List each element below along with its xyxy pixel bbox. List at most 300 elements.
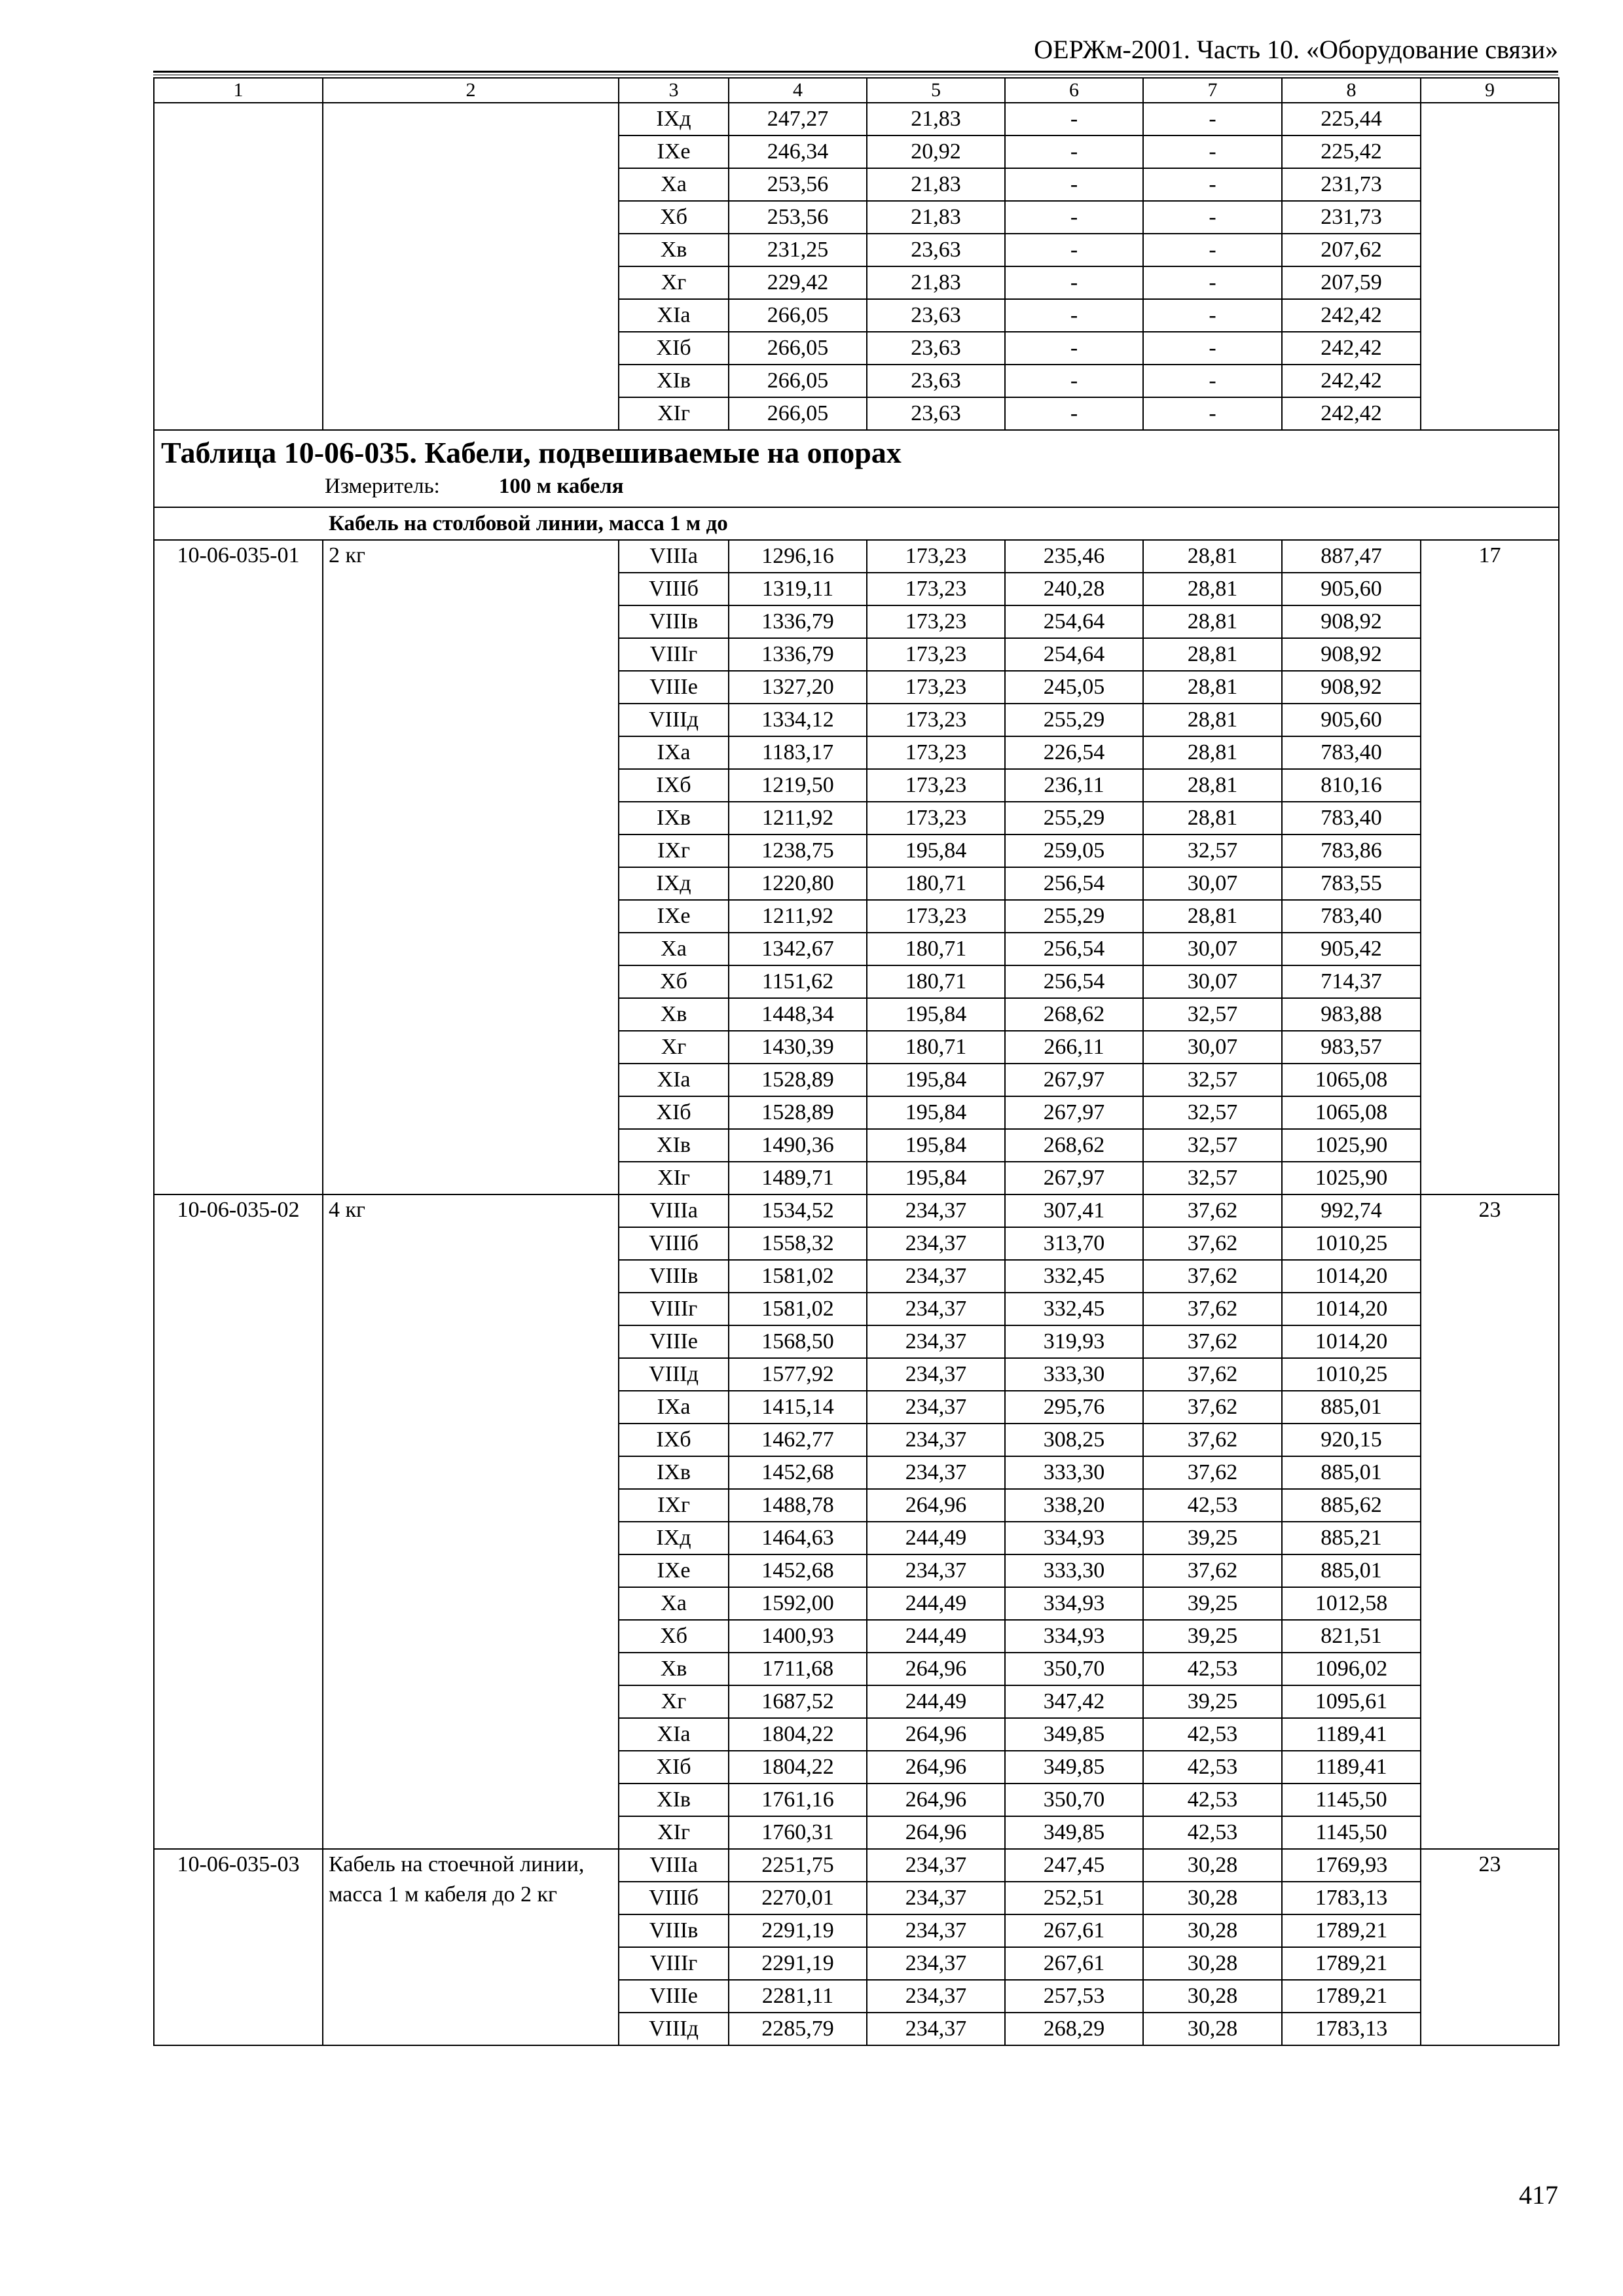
rate-code: 10-06-035-03: [154, 1849, 323, 2045]
machinist-wages: -: [1143, 332, 1282, 365]
labor-wages: 21,83: [867, 168, 1005, 201]
direct-costs: 1711,68: [729, 1653, 867, 1685]
direct-costs: 253,56: [729, 201, 867, 234]
table-row: [154, 540, 1559, 573]
machinist-wages: 42,53: [1143, 1816, 1282, 1849]
zone-code: VIIIд: [619, 704, 729, 736]
material-costs: 783,40: [1282, 802, 1421, 834]
machinist-wages: 37,62: [1143, 1424, 1282, 1456]
machine-costs: 256,54: [1005, 867, 1143, 900]
zone-code: VIIIб: [619, 573, 729, 605]
labor-wages: 264,96: [867, 1489, 1005, 1522]
direct-costs: 1558,32: [729, 1227, 867, 1260]
direct-costs: 1211,92: [729, 900, 867, 933]
zone-code: IXд: [619, 867, 729, 900]
labor-wages: 173,23: [867, 573, 1005, 605]
norm-value: 23: [1421, 1849, 1559, 2045]
zone-code: VIIIб: [619, 1882, 729, 1914]
direct-costs: 1488,78: [729, 1489, 867, 1522]
labor-wages: 23,63: [867, 332, 1005, 365]
rate-description: Кабель на стоечной линии, масса 1 м кабеля до 2 кг: [323, 1849, 619, 2045]
machine-costs: 319,93: [1005, 1325, 1143, 1358]
direct-costs: 2270,01: [729, 1882, 867, 1914]
machine-costs: 333,30: [1005, 1554, 1143, 1587]
material-costs: 920,15: [1282, 1424, 1421, 1456]
labor-wages: 21,83: [867, 201, 1005, 234]
machine-costs: 226,54: [1005, 736, 1143, 769]
zone-code: Xг: [619, 1031, 729, 1064]
machinist-wages: 28,81: [1143, 540, 1282, 573]
material-costs: 1189,41: [1282, 1751, 1421, 1784]
machine-costs: 295,76: [1005, 1391, 1143, 1424]
zone-code: VIIIа: [619, 1849, 729, 1882]
machine-costs: 268,29: [1005, 2013, 1143, 2045]
rate-code: 10-06-035-01: [154, 540, 323, 1194]
direct-costs: 266,05: [729, 397, 867, 430]
material-costs: 783,55: [1282, 867, 1421, 900]
direct-costs: 1687,52: [729, 1685, 867, 1718]
direct-costs: 1534,52: [729, 1194, 867, 1227]
material-costs: 1145,50: [1282, 1784, 1421, 1816]
labor-wages: 21,83: [867, 266, 1005, 299]
machine-costs: 267,97: [1005, 1064, 1143, 1096]
labor-wages: 234,37: [867, 1293, 1005, 1325]
zone-code: Xа: [619, 1587, 729, 1620]
machinist-wages: 30,28: [1143, 1849, 1282, 1882]
direct-costs: 2281,11: [729, 1980, 867, 2013]
machine-costs: 307,41: [1005, 1194, 1143, 1227]
zone-code: XIа: [619, 1718, 729, 1751]
machinist-wages: -: [1143, 397, 1282, 430]
machinist-wages: 42,53: [1143, 1653, 1282, 1685]
machinist-wages: 39,25: [1143, 1620, 1282, 1653]
direct-costs: 1296,16: [729, 540, 867, 573]
labor-wages: 244,49: [867, 1522, 1005, 1554]
material-costs: 905,60: [1282, 704, 1421, 736]
machinist-wages: 28,81: [1143, 638, 1282, 671]
direct-costs: 1452,68: [729, 1456, 867, 1489]
zone-code: IXд: [619, 103, 729, 135]
labor-wages: 173,23: [867, 769, 1005, 802]
rate-description: 2 кг: [323, 540, 619, 1194]
machinist-wages: 42,53: [1143, 1751, 1282, 1784]
machinist-wages: 32,57: [1143, 1129, 1282, 1162]
labor-wages: 244,49: [867, 1620, 1005, 1653]
labor-wages: 234,37: [867, 1194, 1005, 1227]
section-title: Кабель на столбовой линии, масса 1 м до: [154, 507, 1559, 540]
machine-costs: 268,62: [1005, 998, 1143, 1031]
machine-costs: -: [1005, 201, 1143, 234]
machine-costs: 333,30: [1005, 1456, 1143, 1489]
machinist-wages: 28,81: [1143, 736, 1282, 769]
material-costs: 905,60: [1282, 573, 1421, 605]
machinist-wages: 37,62: [1143, 1554, 1282, 1587]
machinist-wages: 32,57: [1143, 998, 1282, 1031]
machine-costs: 255,29: [1005, 900, 1143, 933]
material-costs: 1014,20: [1282, 1293, 1421, 1325]
machinist-wages: 37,62: [1143, 1194, 1282, 1227]
zone-code: XIв: [619, 1129, 729, 1162]
zone-code: Xа: [619, 933, 729, 965]
material-costs: 242,42: [1282, 332, 1421, 365]
direct-costs: 1448,34: [729, 998, 867, 1031]
labor-wages: 20,92: [867, 135, 1005, 168]
machine-costs: 240,28: [1005, 573, 1143, 605]
zone-code: Xв: [619, 998, 729, 1031]
zone-code: Xг: [619, 266, 729, 299]
direct-costs: 1342,67: [729, 933, 867, 965]
material-costs: 885,21: [1282, 1522, 1421, 1554]
machine-costs: 268,62: [1005, 1129, 1143, 1162]
material-costs: 231,73: [1282, 168, 1421, 201]
zone-code: VIIIб: [619, 1227, 729, 1260]
labor-wages: 264,96: [867, 1653, 1005, 1685]
machine-costs: -: [1005, 168, 1143, 201]
zone-code: VIIIд: [619, 1358, 729, 1391]
material-costs: 1789,21: [1282, 1914, 1421, 1947]
rate-code-cell: [154, 103, 323, 430]
machinist-wages: 28,81: [1143, 671, 1282, 704]
zone-code: IXе: [619, 1554, 729, 1587]
zone-code: XIб: [619, 1096, 729, 1129]
zone-code: IXа: [619, 1391, 729, 1424]
zone-code: VIIIв: [619, 1260, 729, 1293]
material-costs: 1189,41: [1282, 1718, 1421, 1751]
machinist-wages: 30,28: [1143, 1980, 1282, 2013]
machine-costs: 350,70: [1005, 1784, 1143, 1816]
direct-costs: 2251,75: [729, 1849, 867, 1882]
direct-costs: 1334,12: [729, 704, 867, 736]
column-number: 7: [1143, 78, 1282, 103]
machine-costs: 252,51: [1005, 1882, 1143, 1914]
column-number-row: [154, 78, 1559, 103]
labor-wages: 173,23: [867, 605, 1005, 638]
machine-costs: -: [1005, 135, 1143, 168]
machinist-wages: -: [1143, 365, 1282, 397]
machine-costs: 332,45: [1005, 1293, 1143, 1325]
machinist-wages: 32,57: [1143, 1064, 1282, 1096]
material-costs: 821,51: [1282, 1620, 1421, 1653]
machine-costs: 308,25: [1005, 1424, 1143, 1456]
labor-wages: 234,37: [867, 1391, 1005, 1424]
price-table: [153, 77, 1559, 2046]
machinist-wages: 30,28: [1143, 2013, 1282, 2045]
direct-costs: 231,25: [729, 234, 867, 266]
material-costs: 908,92: [1282, 605, 1421, 638]
direct-costs: 1528,89: [729, 1096, 867, 1129]
material-costs: 231,73: [1282, 201, 1421, 234]
zone-code: IXв: [619, 1456, 729, 1489]
description-cell: [323, 103, 619, 430]
direct-costs: 1568,50: [729, 1325, 867, 1358]
machine-costs: 350,70: [1005, 1653, 1143, 1685]
zone-code: VIIIа: [619, 1194, 729, 1227]
labor-wages: 234,37: [867, 1260, 1005, 1293]
norm-cell: [1421, 103, 1559, 430]
machine-costs: 255,29: [1005, 704, 1143, 736]
machinist-wages: 37,62: [1143, 1227, 1282, 1260]
labor-wages: 264,96: [867, 1784, 1005, 1816]
column-number: 3: [619, 78, 729, 103]
machinist-wages: 28,81: [1143, 802, 1282, 834]
header-rule: [153, 71, 1558, 73]
direct-costs: 1220,80: [729, 867, 867, 900]
zone-code: XIв: [619, 365, 729, 397]
direct-costs: 1462,77: [729, 1424, 867, 1456]
machinist-wages: 30,28: [1143, 1947, 1282, 1980]
material-costs: 1065,08: [1282, 1064, 1421, 1096]
labor-wages: 195,84: [867, 1162, 1005, 1194]
zone-code: IXа: [619, 736, 729, 769]
machine-costs: -: [1005, 266, 1143, 299]
material-costs: 714,37: [1282, 965, 1421, 998]
machinist-wages: -: [1143, 135, 1282, 168]
machinist-wages: 28,81: [1143, 605, 1282, 638]
material-costs: 1145,50: [1282, 1816, 1421, 1849]
labor-wages: 264,96: [867, 1816, 1005, 1849]
machinist-wages: -: [1143, 103, 1282, 135]
section-row: [154, 507, 1559, 540]
zone-code: VIIIг: [619, 1947, 729, 1980]
zone-code: XIа: [619, 1064, 729, 1096]
zone-code: VIIIе: [619, 671, 729, 704]
machine-costs: 266,11: [1005, 1031, 1143, 1064]
labor-wages: 23,63: [867, 397, 1005, 430]
labor-wages: 234,37: [867, 2013, 1005, 2045]
direct-costs: 2291,19: [729, 1914, 867, 1947]
direct-costs: 1336,79: [729, 638, 867, 671]
direct-costs: 1464,63: [729, 1522, 867, 1554]
machine-costs: 349,85: [1005, 1751, 1143, 1784]
machine-costs: 347,42: [1005, 1685, 1143, 1718]
material-costs: 1025,90: [1282, 1129, 1421, 1162]
zone-code: VIIIв: [619, 1914, 729, 1947]
column-number: 4: [729, 78, 867, 103]
machinist-wages: 32,57: [1143, 1162, 1282, 1194]
direct-costs: 1400,93: [729, 1620, 867, 1653]
material-costs: 1096,02: [1282, 1653, 1421, 1685]
machinist-wages: 37,62: [1143, 1456, 1282, 1489]
labor-wages: 195,84: [867, 834, 1005, 867]
labor-wages: 234,37: [867, 1456, 1005, 1489]
labor-wages: 195,84: [867, 1129, 1005, 1162]
zone-code: IXб: [619, 1424, 729, 1456]
machine-costs: 255,29: [1005, 802, 1143, 834]
zone-code: Xб: [619, 1620, 729, 1653]
column-number: 1: [154, 78, 323, 103]
material-costs: 1783,13: [1282, 2013, 1421, 2045]
page-header: ОЕРЖм-2001. Часть 10. «Оборудование связи»: [1034, 35, 1558, 64]
machinist-wages: 37,62: [1143, 1293, 1282, 1325]
machinist-wages: -: [1143, 234, 1282, 266]
machinist-wages: 28,81: [1143, 573, 1282, 605]
direct-costs: 1490,36: [729, 1129, 867, 1162]
labor-wages: 180,71: [867, 867, 1005, 900]
machinist-wages: 37,62: [1143, 1260, 1282, 1293]
machine-costs: 247,45: [1005, 1849, 1143, 1882]
material-costs: 983,88: [1282, 998, 1421, 1031]
labor-wages: 23,63: [867, 234, 1005, 266]
material-costs: 207,59: [1282, 266, 1421, 299]
machinist-wages: 42,53: [1143, 1718, 1282, 1751]
zone-code: Xб: [619, 965, 729, 998]
direct-costs: 2285,79: [729, 2013, 867, 2045]
norm-value: 23: [1421, 1194, 1559, 1849]
zone-code: Xг: [619, 1685, 729, 1718]
direct-costs: 1336,79: [729, 605, 867, 638]
labor-wages: 173,23: [867, 802, 1005, 834]
labor-wages: 180,71: [867, 933, 1005, 965]
direct-costs: 1760,31: [729, 1816, 867, 1849]
machine-costs: 259,05: [1005, 834, 1143, 867]
labor-wages: 173,23: [867, 540, 1005, 573]
zone-code: XIа: [619, 299, 729, 332]
direct-costs: 1452,68: [729, 1554, 867, 1587]
labor-wages: 173,23: [867, 704, 1005, 736]
machinist-wages: 28,81: [1143, 769, 1282, 802]
material-costs: 908,92: [1282, 638, 1421, 671]
rate-code: 10-06-035-02: [154, 1194, 323, 1849]
material-costs: 1010,25: [1282, 1227, 1421, 1260]
direct-costs: 1415,14: [729, 1391, 867, 1424]
zone-code: IXе: [619, 900, 729, 933]
labor-wages: 264,96: [867, 1718, 1005, 1751]
material-costs: 885,62: [1282, 1489, 1421, 1522]
machine-costs: 267,97: [1005, 1162, 1143, 1194]
zone-code: XIг: [619, 1162, 729, 1194]
machine-costs: 235,46: [1005, 540, 1143, 573]
machine-costs: 313,70: [1005, 1227, 1143, 1260]
labor-wages: 195,84: [867, 1064, 1005, 1096]
direct-costs: 1219,50: [729, 769, 867, 802]
labor-wages: 234,37: [867, 1849, 1005, 1882]
material-costs: 1014,20: [1282, 1260, 1421, 1293]
material-costs: 783,40: [1282, 900, 1421, 933]
material-costs: 905,42: [1282, 933, 1421, 965]
direct-costs: 1592,00: [729, 1587, 867, 1620]
direct-costs: 1238,75: [729, 834, 867, 867]
direct-costs: 266,05: [729, 332, 867, 365]
zone-code: VIIIд: [619, 2013, 729, 2045]
material-costs: 225,44: [1282, 103, 1421, 135]
labor-wages: 23,63: [867, 299, 1005, 332]
material-costs: 1014,20: [1282, 1325, 1421, 1358]
machinist-wages: 30,07: [1143, 965, 1282, 998]
labor-wages: 244,49: [867, 1685, 1005, 1718]
zone-code: IXб: [619, 769, 729, 802]
zone-code: Xв: [619, 234, 729, 266]
labor-wages: 234,37: [867, 1947, 1005, 1980]
labor-wages: 234,37: [867, 1358, 1005, 1391]
material-costs: 1789,21: [1282, 1947, 1421, 1980]
zone-code: VIIIа: [619, 540, 729, 573]
labor-wages: 234,37: [867, 1325, 1005, 1358]
unit-row: [161, 471, 1552, 501]
zone-code: VIIIе: [619, 1980, 729, 2013]
labor-wages: 244,49: [867, 1587, 1005, 1620]
labor-wages: 180,71: [867, 1031, 1005, 1064]
machine-costs: 333,30: [1005, 1358, 1143, 1391]
norm-value: 17: [1421, 540, 1559, 1194]
machine-costs: 254,64: [1005, 638, 1143, 671]
table-title: Таблица 10-06-035. Кабели, подвешиваемые на опорах: [161, 436, 902, 469]
column-number: 6: [1005, 78, 1143, 103]
direct-costs: 247,27: [729, 103, 867, 135]
machine-costs: 332,45: [1005, 1260, 1143, 1293]
column-number: 5: [867, 78, 1005, 103]
zone-code: VIIIг: [619, 1293, 729, 1325]
labor-wages: 264,96: [867, 1751, 1005, 1784]
machinist-wages: -: [1143, 168, 1282, 201]
zone-code: XIб: [619, 1751, 729, 1784]
machinist-wages: 42,53: [1143, 1489, 1282, 1522]
machinist-wages: 37,62: [1143, 1325, 1282, 1358]
material-costs: 1095,61: [1282, 1685, 1421, 1718]
labor-wages: 173,23: [867, 671, 1005, 704]
machine-costs: -: [1005, 365, 1143, 397]
machine-costs: -: [1005, 103, 1143, 135]
machine-costs: 245,05: [1005, 671, 1143, 704]
material-costs: 810,16: [1282, 769, 1421, 802]
direct-costs: 266,05: [729, 365, 867, 397]
zone-code: VIIIе: [619, 1325, 729, 1358]
zone-code: Xб: [619, 201, 729, 234]
zone-code: VIIIв: [619, 605, 729, 638]
direct-costs: 1528,89: [729, 1064, 867, 1096]
zone-code: VIIIг: [619, 638, 729, 671]
zone-code: Xа: [619, 168, 729, 201]
table-row: [154, 103, 1559, 135]
material-costs: 242,42: [1282, 299, 1421, 332]
zone-code: IXд: [619, 1522, 729, 1554]
labor-wages: 21,83: [867, 103, 1005, 135]
labor-wages: 173,23: [867, 736, 1005, 769]
material-costs: 885,01: [1282, 1391, 1421, 1424]
direct-costs: 1804,22: [729, 1751, 867, 1784]
machinist-wages: 37,62: [1143, 1358, 1282, 1391]
labor-wages: 234,37: [867, 1914, 1005, 1947]
rate-description: 4 кг: [323, 1194, 619, 1849]
labor-wages: 173,23: [867, 900, 1005, 933]
machine-costs: 334,93: [1005, 1587, 1143, 1620]
labor-wages: 234,37: [867, 1980, 1005, 2013]
machinist-wages: 30,07: [1143, 867, 1282, 900]
unit-label: Измеритель:: [325, 475, 440, 498]
material-costs: 207,62: [1282, 234, 1421, 266]
zone-code: XIб: [619, 332, 729, 365]
table-row: [154, 1194, 1559, 1227]
zone-code: Xв: [619, 1653, 729, 1685]
direct-costs: 266,05: [729, 299, 867, 332]
machine-costs: 267,61: [1005, 1914, 1143, 1947]
machinist-wages: 30,07: [1143, 1031, 1282, 1064]
labor-wages: 195,84: [867, 998, 1005, 1031]
material-costs: 242,42: [1282, 365, 1421, 397]
material-costs: 1012,58: [1282, 1587, 1421, 1620]
direct-costs: 1430,39: [729, 1031, 867, 1064]
direct-costs: 1581,02: [729, 1293, 867, 1325]
material-costs: 783,40: [1282, 736, 1421, 769]
machine-costs: -: [1005, 332, 1143, 365]
direct-costs: 1151,62: [729, 965, 867, 998]
direct-costs: 1761,16: [729, 1784, 867, 1816]
zone-code: XIг: [619, 397, 729, 430]
material-costs: 242,42: [1282, 397, 1421, 430]
machinist-wages: 28,81: [1143, 704, 1282, 736]
direct-costs: 1804,22: [729, 1718, 867, 1751]
material-costs: 1065,08: [1282, 1096, 1421, 1129]
machinist-wages: -: [1143, 201, 1282, 234]
